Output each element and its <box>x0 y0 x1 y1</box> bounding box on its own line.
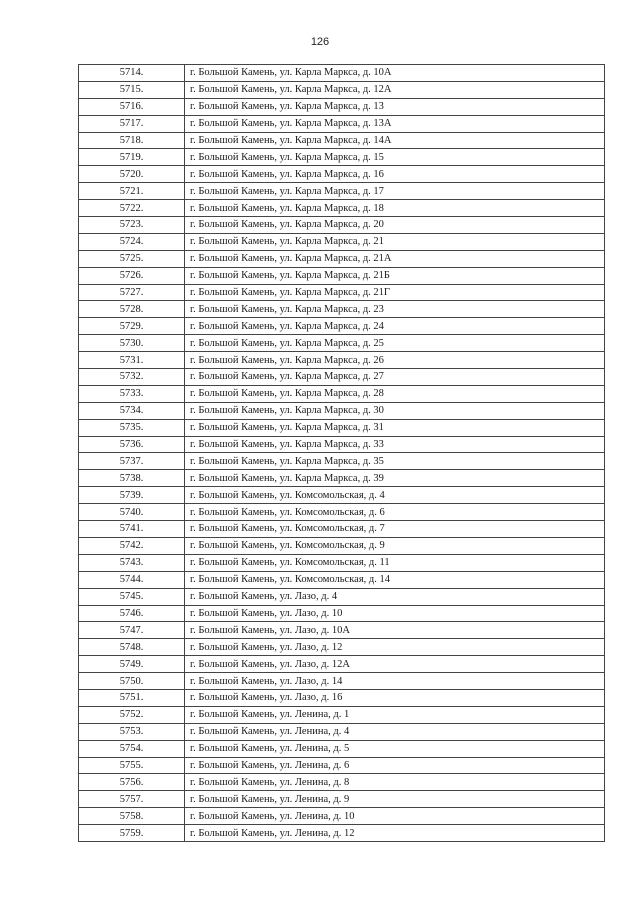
row-number: 5725. <box>79 250 185 267</box>
table-row <box>79 233 605 250</box>
table-row <box>79 470 605 487</box>
table-row <box>79 791 605 808</box>
table-row <box>79 825 605 842</box>
row-address: г. Большой Камень, ул. Карла Маркса, д. 30 <box>185 402 605 419</box>
row-address: г. Большой Камень, ул. Комсомольская, д. 14 <box>185 571 605 588</box>
row-address: г. Большой Камень, ул. Лазо, д. 14 <box>185 673 605 690</box>
row-number: 5727. <box>79 284 185 301</box>
row-number: 5739. <box>79 487 185 504</box>
row-number: 5734. <box>79 402 185 419</box>
row-address: г. Большой Камень, ул. Ленина, д. 1 <box>185 706 605 723</box>
row-number: 5726. <box>79 267 185 284</box>
row-address: г. Большой Камень, ул. Ленина, д. 9 <box>185 791 605 808</box>
row-address: г. Большой Камень, ул. Комсомольская, д. 11 <box>185 554 605 571</box>
row-number: 5718. <box>79 132 185 149</box>
table-row <box>79 453 605 470</box>
table-row <box>79 402 605 419</box>
row-number: 5715. <box>79 81 185 98</box>
table-row <box>79 250 605 267</box>
row-number: 5754. <box>79 740 185 757</box>
row-address: г. Большой Камень, ул. Карла Маркса, д. 20 <box>185 217 605 234</box>
row-number: 5717. <box>79 115 185 132</box>
row-address: г. Большой Камень, ул. Ленина, д. 6 <box>185 757 605 774</box>
row-address: г. Большой Камень, ул. Ленина, д. 8 <box>185 774 605 791</box>
table-row <box>79 352 605 369</box>
row-address: г. Большой Камень, ул. Лазо, д. 12 <box>185 639 605 656</box>
row-number: 5738. <box>79 470 185 487</box>
row-number: 5758. <box>79 808 185 825</box>
row-number: 5748. <box>79 639 185 656</box>
row-number: 5719. <box>79 149 185 166</box>
row-number: 5759. <box>79 825 185 842</box>
row-number: 5740. <box>79 504 185 521</box>
address-table-body <box>79 65 605 842</box>
row-number: 5714. <box>79 65 185 82</box>
row-address: г. Большой Камень, ул. Карла Маркса, д. 16 <box>185 166 605 183</box>
row-address: г. Большой Камень, ул. Карла Маркса, д. 21Г <box>185 284 605 301</box>
table-row <box>79 689 605 706</box>
table-row <box>79 605 605 622</box>
table-row <box>79 554 605 571</box>
table-row <box>79 757 605 774</box>
table-row <box>79 521 605 538</box>
page-number: 126 <box>310 36 330 48</box>
table-row <box>79 723 605 740</box>
row-address: г. Большой Камень, ул. Комсомольская, д. 6 <box>185 504 605 521</box>
table-row <box>79 639 605 656</box>
row-number: 5722. <box>79 200 185 217</box>
table-row <box>79 183 605 200</box>
row-number: 5743. <box>79 554 185 571</box>
row-number: 5737. <box>79 453 185 470</box>
address-table <box>78 64 605 842</box>
row-address: г. Большой Камень, ул. Ленина, д. 4 <box>185 723 605 740</box>
table-row <box>79 98 605 115</box>
row-address: г. Большой Камень, ул. Комсомольская, д. 4 <box>185 487 605 504</box>
row-number: 5716. <box>79 98 185 115</box>
row-address: г. Большой Камень, ул. Карла Маркса, д. 15 <box>185 149 605 166</box>
row-number: 5752. <box>79 706 185 723</box>
row-address: г. Большой Камень, ул. Карла Маркса, д. 17 <box>185 183 605 200</box>
row-address: г. Большой Камень, ул. Лазо, д. 16 <box>185 689 605 706</box>
table-row <box>79 132 605 149</box>
row-number: 5724. <box>79 233 185 250</box>
row-address: г. Большой Камень, ул. Карла Маркса, д. 14А <box>185 132 605 149</box>
table-row <box>79 487 605 504</box>
row-address: г. Большой Камень, ул. Карла Маркса, д. 24 <box>185 318 605 335</box>
table-row <box>79 774 605 791</box>
table-row <box>79 200 605 217</box>
row-number: 5728. <box>79 301 185 318</box>
row-number: 5730. <box>79 335 185 352</box>
table-row <box>79 65 605 82</box>
row-address: г. Большой Камень, ул. Карла Маркса, д. 21Б <box>185 267 605 284</box>
table-row <box>79 318 605 335</box>
table-row <box>79 166 605 183</box>
row-number: 5749. <box>79 656 185 673</box>
row-address: г. Большой Камень, ул. Карла Маркса, д. 21А <box>185 250 605 267</box>
table-row <box>79 504 605 521</box>
table-row <box>79 369 605 386</box>
row-number: 5733. <box>79 385 185 402</box>
row-address: г. Большой Камень, ул. Карла Маркса, д. 39 <box>185 470 605 487</box>
row-number: 5745. <box>79 588 185 605</box>
row-address: г. Большой Камень, ул. Ленина, д. 5 <box>185 740 605 757</box>
table-row <box>79 656 605 673</box>
row-number: 5741. <box>79 521 185 538</box>
table-row <box>79 267 605 284</box>
row-number: 5744. <box>79 571 185 588</box>
row-number: 5729. <box>79 318 185 335</box>
row-address: г. Большой Камень, ул. Комсомольская, д. 9 <box>185 537 605 554</box>
row-address: г. Большой Камень, ул. Карла Маркса, д. 33 <box>185 436 605 453</box>
row-address: г. Большой Камень, ул. Карла Маркса, д. 12А <box>185 81 605 98</box>
row-address: г. Большой Камень, ул. Карла Маркса, д. 31 <box>185 419 605 436</box>
row-address: г. Большой Камень, ул. Карла Маркса, д. 13А <box>185 115 605 132</box>
table-row <box>79 571 605 588</box>
table-row <box>79 706 605 723</box>
row-address: г. Большой Камень, ул. Карла Маркса, д. 21 <box>185 233 605 250</box>
row-number: 5753. <box>79 723 185 740</box>
table-row <box>79 149 605 166</box>
row-number: 5731. <box>79 352 185 369</box>
table-row <box>79 537 605 554</box>
row-address: г. Большой Камень, ул. Карла Маркса, д. 35 <box>185 453 605 470</box>
row-address: г. Большой Камень, ул. Лазо, д. 10 <box>185 605 605 622</box>
row-number: 5751. <box>79 689 185 706</box>
table-row <box>79 301 605 318</box>
row-number: 5720. <box>79 166 185 183</box>
table-row <box>79 436 605 453</box>
table-row <box>79 588 605 605</box>
row-number: 5757. <box>79 791 185 808</box>
row-address: г. Большой Камень, ул. Карла Маркса, д. 23 <box>185 301 605 318</box>
row-number: 5742. <box>79 537 185 554</box>
row-address: г. Большой Камень, ул. Комсомольская, д. 7 <box>185 521 605 538</box>
row-address: г. Большой Камень, ул. Карла Маркса, д. 10А <box>185 65 605 82</box>
table-row <box>79 385 605 402</box>
row-number: 5732. <box>79 369 185 386</box>
row-address: г. Большой Камень, ул. Ленина, д. 12 <box>185 825 605 842</box>
row-number: 5750. <box>79 673 185 690</box>
row-address: г. Большой Камень, ул. Карла Маркса, д. 27 <box>185 369 605 386</box>
row-number: 5746. <box>79 605 185 622</box>
row-address: г. Большой Камень, ул. Лазо, д. 12А <box>185 656 605 673</box>
row-address: г. Большой Камень, ул. Лазо, д. 4 <box>185 588 605 605</box>
row-address: г. Большой Камень, ул. Карла Маркса, д. 28 <box>185 385 605 402</box>
row-number: 5756. <box>79 774 185 791</box>
table-row <box>79 740 605 757</box>
table-row <box>79 673 605 690</box>
row-address: г. Большой Камень, ул. Карла Маркса, д. 13 <box>185 98 605 115</box>
table-row <box>79 284 605 301</box>
row-number: 5723. <box>79 217 185 234</box>
row-address: г. Большой Камень, ул. Карла Маркса, д. 26 <box>185 352 605 369</box>
table-row <box>79 115 605 132</box>
row-address: г. Большой Камень, ул. Карла Маркса, д. 18 <box>185 200 605 217</box>
row-number: 5721. <box>79 183 185 200</box>
row-number: 5755. <box>79 757 185 774</box>
table-row <box>79 335 605 352</box>
row-number: 5736. <box>79 436 185 453</box>
row-number: 5735. <box>79 419 185 436</box>
table-row <box>79 622 605 639</box>
table-row <box>79 419 605 436</box>
row-number: 5747. <box>79 622 185 639</box>
table-row <box>79 808 605 825</box>
row-address: г. Большой Камень, ул. Лазо, д. 10А <box>185 622 605 639</box>
table-row <box>79 81 605 98</box>
table-row <box>79 217 605 234</box>
row-address: г. Большой Камень, ул. Ленина, д. 10 <box>185 808 605 825</box>
row-address: г. Большой Камень, ул. Карла Маркса, д. 25 <box>185 335 605 352</box>
